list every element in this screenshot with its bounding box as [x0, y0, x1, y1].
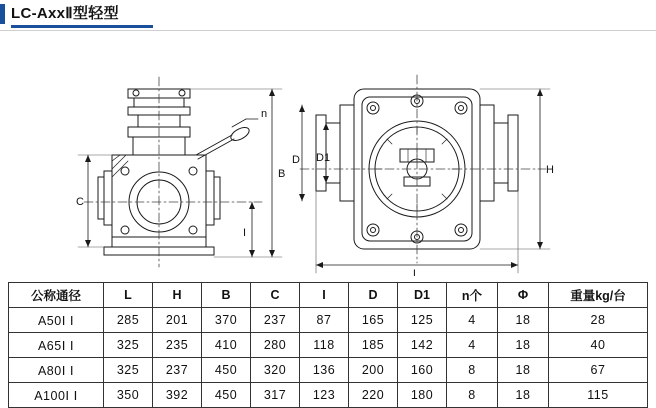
th-H: H [153, 283, 202, 308]
drawing-svg [0, 31, 656, 276]
cell-phi: 18 [498, 358, 549, 383]
specs-table-head [9, 283, 648, 308]
th-D1: D1 [398, 283, 447, 308]
cell-B: 450 [202, 383, 251, 408]
th-B: B [202, 283, 251, 308]
cell-weight: 28 [549, 308, 648, 333]
cell-I: 87 [300, 308, 349, 333]
left-view [78, 77, 282, 267]
cell-phi: 18 [498, 383, 549, 408]
cell-n: 4 [447, 333, 498, 358]
th-nominal-diameter: 公称通径 [9, 283, 104, 308]
th-I: I [300, 283, 349, 308]
cell-B: 370 [202, 308, 251, 333]
cell-weight: 115 [549, 383, 648, 408]
cell-I: 136 [300, 358, 349, 383]
cell-D: 220 [349, 383, 398, 408]
table-row [9, 358, 648, 383]
dim-label-B: B [278, 168, 286, 180]
cell-weight: 67 [549, 358, 648, 383]
table-row [9, 383, 648, 408]
cell-H: 201 [153, 308, 202, 333]
cell-C: 320 [251, 358, 300, 383]
cell-D1: 160 [398, 358, 447, 383]
cell-model: A100Ⅰ Ⅰ [9, 383, 104, 408]
th-C: C [251, 283, 300, 308]
cell-L: 350 [104, 383, 153, 408]
right-view [299, 75, 550, 273]
dim-label-n: n [261, 108, 268, 120]
dim-label-D1: D1 [316, 152, 331, 164]
header-accent-bar [0, 4, 5, 24]
cell-H: 392 [153, 383, 202, 408]
cell-D1: 125 [398, 308, 447, 333]
cell-phi: 18 [498, 308, 549, 333]
dim-label-D: D [292, 154, 300, 166]
cell-model: A65Ⅰ Ⅰ [9, 333, 104, 358]
cell-model: A80Ⅰ Ⅰ [9, 358, 104, 383]
cell-C: 237 [251, 308, 300, 333]
header-underline [11, 25, 153, 28]
cell-L: 285 [104, 308, 153, 333]
cell-H: 237 [153, 358, 202, 383]
th-L: L [104, 283, 153, 308]
cell-C: 280 [251, 333, 300, 358]
cell-H: 235 [153, 333, 202, 358]
cell-C: 317 [251, 383, 300, 408]
th-n: n个 [447, 283, 498, 308]
cell-I: 123 [300, 383, 349, 408]
page-title: LC-AxxⅡ型轻型 [11, 5, 119, 22]
specs-table [8, 282, 648, 408]
dim-label-H: H [546, 164, 554, 176]
th-weight: 重量kg/台 [549, 283, 648, 308]
technical-drawing [0, 31, 656, 276]
th-D: D [349, 283, 398, 308]
cell-I: 118 [300, 333, 349, 358]
table-row [9, 308, 648, 333]
page-header [0, 0, 656, 31]
dim-label-C: C [76, 196, 84, 208]
specs-table-wrap [8, 282, 648, 408]
table-row [9, 333, 648, 358]
cell-n: 8 [447, 383, 498, 408]
dim-label-I: I [243, 227, 247, 239]
cell-L: 325 [104, 358, 153, 383]
cell-n: 4 [447, 308, 498, 333]
cell-B: 450 [202, 358, 251, 383]
cell-D: 200 [349, 358, 398, 383]
cell-L: 325 [104, 333, 153, 358]
th-phi: Φ [498, 283, 549, 308]
dim-label-L: L [413, 268, 420, 276]
cell-phi: 18 [498, 333, 549, 358]
cell-D1: 142 [398, 333, 447, 358]
cell-D: 165 [349, 308, 398, 333]
specs-table-body [9, 308, 648, 408]
cell-B: 410 [202, 333, 251, 358]
cell-D1: 180 [398, 383, 447, 408]
cell-model: A50Ⅰ Ⅰ [9, 308, 104, 333]
cell-n: 8 [447, 358, 498, 383]
cell-weight: 40 [549, 333, 648, 358]
table-header-row [9, 283, 648, 308]
cell-D: 185 [349, 333, 398, 358]
